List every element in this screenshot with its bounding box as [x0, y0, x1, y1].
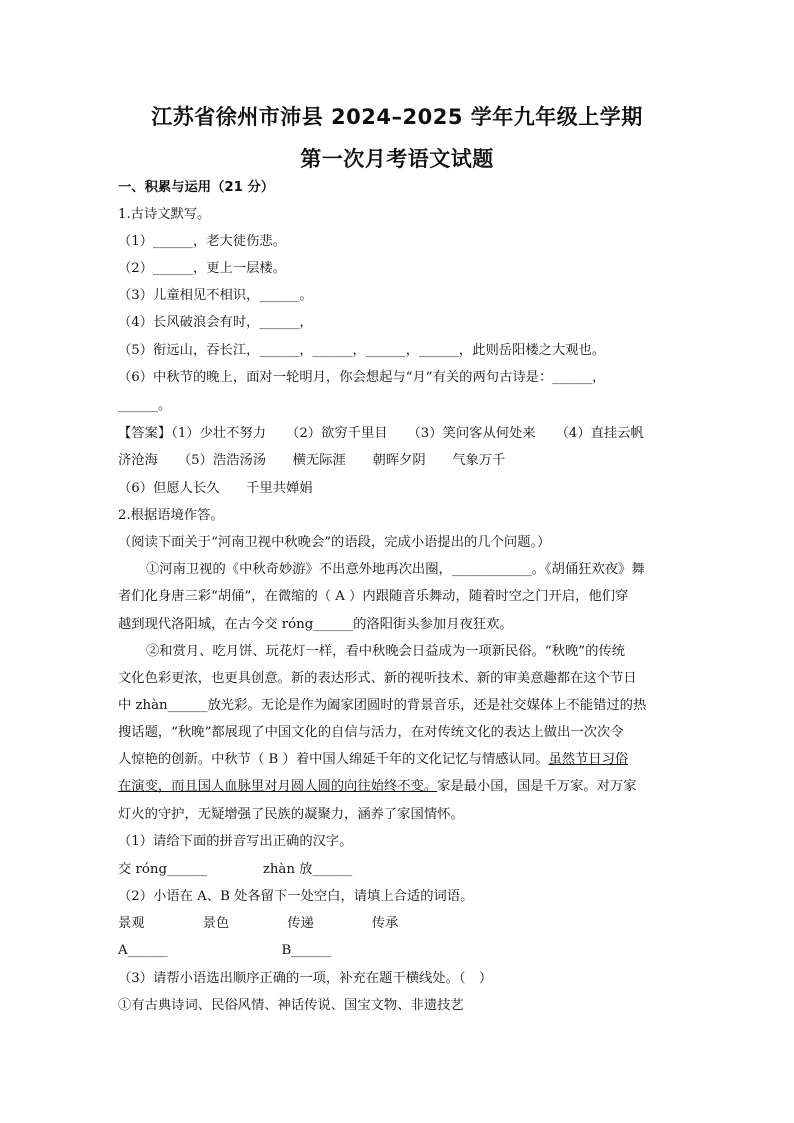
q2-sub2: （2）小语在 A、B 处各留下一处空白，请填上合适的词语。 — [118, 889, 474, 904]
q2-intro: （阅读下面关于“河南卫视中秋晚会”的语段，完成小语提出的几个问题。） — [118, 535, 551, 550]
passage-p2-line1: ②和赏月、吃月饼、玩花灯一样，看中秋晚会日益成为一项新民俗。“秋晚”的传统 — [146, 644, 625, 659]
section-heading: 一、积累与运用（21 分） — [118, 180, 275, 195]
q2-sub1: （1）请给下面的拼音写出正确的汉字。 — [118, 834, 353, 849]
q1-item-5: （5）衔远山，吞长江，______，______，______，______，此则岳阳楼之大观也。 — [118, 343, 606, 358]
word-option: 景色 — [202, 916, 230, 931]
q1-item-2: （2）______，更上一层楼。 — [118, 261, 287, 276]
underlined-sentence: 虽然节日习俗 — [548, 752, 629, 767]
passage-p1-line3: 越到现代洛阳城，在古今交 róng______的洛阳街头参加月夜狂欢。 — [118, 617, 513, 632]
q1-item-6-cont: ______。 — [118, 398, 172, 413]
q1-stem: 1.古诗文默写。 — [118, 207, 211, 222]
underlined-sentence-cont: 在演变，而且国人血脉里对月圆人圆的向往始终不变。 — [118, 779, 438, 794]
q2-sub2-blanks — [118, 941, 678, 961]
passage-text: 人惊艳的创新。中秋节（ B ）着中国人绵延千年的文化记忆与情感认同。 — [118, 752, 549, 767]
passage-p2-line3: 中 zhàn______放光彩。无论是作为阖家团圆时的背景音乐，还是社交媒体上不能错过的热 — [118, 698, 647, 713]
q2-stem: 2.根据语境作答。 — [118, 508, 224, 523]
blank-zhan: zhàn 放______ — [262, 862, 353, 877]
passage-p1-line1: ①河南卫视的《中秋奇妙游》不出意外地再次出圈，____________。《胡俑狂欢夜》舞 — [146, 562, 645, 577]
q2-sub1-blanks — [118, 860, 678, 880]
answer-line-1: 【答案】（1）少壮不努力 （2）欲穷千里目 （3）笑问客从何处来 （4）直挂云帆 — [118, 426, 644, 441]
blank-rong: 交 róng______ — [118, 862, 207, 877]
answer-line-2: 济沧海 （5）浩浩汤汤 横无际涯 朝晖夕阴 气象万千 — [118, 453, 506, 468]
q2-sub3: （3）请帮小语选出顺序正确的一项，补充在题干横线处。（ ） — [118, 971, 493, 986]
word-option: 传递 — [287, 916, 314, 931]
word-option: 传承 — [371, 916, 399, 931]
answer-line-3: （6）但愿人长久 千里共婵娟 — [118, 481, 313, 496]
q1-item-3: （3）儿童相见不相识，______。 — [118, 288, 313, 303]
q1-item-1: （1）______，老大徒伤悲。 — [118, 234, 287, 249]
passage-p2-line2: 文化色彩更浓，也更具创意。新的表达形式、新的视听技术、新的审美意趣都在这个节日 — [118, 671, 637, 686]
q1-item-4: （4）长风破浪会有时，______， — [118, 315, 313, 330]
passage-p2-line6 — [118, 777, 678, 797]
passage-text: 家是最小国，国是千万家。对万家 — [437, 779, 637, 794]
q2-sub3-option-1: ①有古典诗词、民俗风情、神话传说、国宝文物、非遗技艺 — [118, 998, 464, 1013]
exam-title-line2: 第一次月考语文试题 — [300, 147, 494, 171]
exam-title-line1: 江苏省徐州市沛县 2024–2025 学年九年级上学期 — [151, 105, 643, 129]
passage-p1-line2: 者们化身唐三彩“胡俑”，在微缩的（ A ）内跟随音乐舞动，随着时空之门开启，他们穿 — [118, 589, 629, 604]
blank-a: A______ — [118, 943, 168, 958]
blank-b: B______ — [281, 943, 332, 958]
q1-item-6: （6）中秋节的晚上，面对一轮明月，你会想起与“月”有关的两句古诗是：______， — [118, 370, 606, 385]
passage-p2-line5 — [118, 750, 678, 770]
passage-p2-line7: 灯火的守护，无疑增强了民族的凝聚力，涵养了家国情怀。 — [118, 807, 464, 822]
passage-p2-line4: 搜话题，“秋晚”都展现了中国文化的自信与活力，在对传统文化的表达上做出一次次令 — [118, 725, 624, 740]
word-options — [118, 914, 678, 934]
word-option: 景观 — [118, 916, 145, 931]
